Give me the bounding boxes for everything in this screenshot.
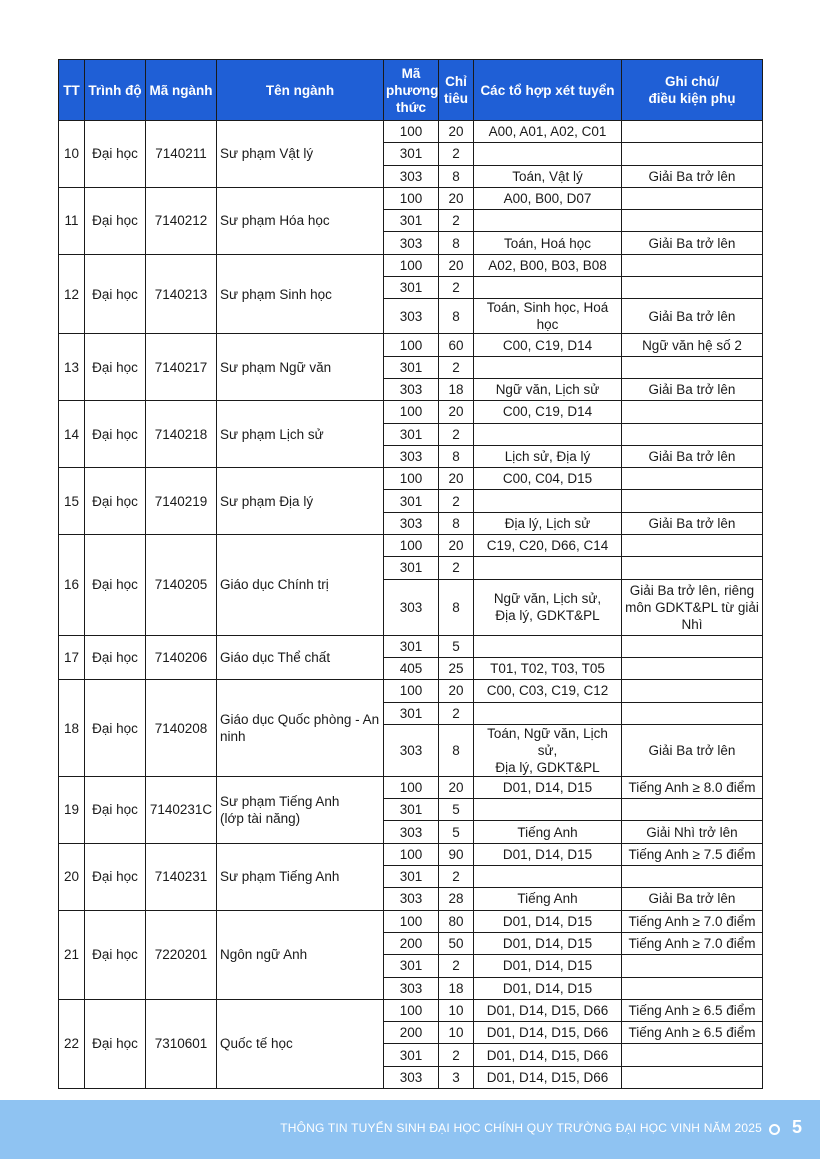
- notes-cell: Tiếng Anh ≥ 8.0 điểm: [622, 776, 763, 798]
- method-code-cell: 303: [384, 445, 439, 467]
- combos-cell: D01, D14, D15: [474, 776, 622, 798]
- header-level: Trình độ: [85, 60, 146, 121]
- quota-cell: 5: [439, 821, 474, 843]
- notes-cell: Giải Ba trở lên: [622, 445, 763, 467]
- combos-cell: C00, C03, C19, C12: [474, 680, 622, 702]
- table-row: [59, 999, 763, 1021]
- tt-cell: 20: [59, 843, 85, 910]
- major-name-cell: Sư phạm Địa lý: [217, 468, 384, 535]
- quota-cell: 2: [439, 955, 474, 977]
- combos-cell: [474, 277, 622, 299]
- method-code-cell: 303: [384, 1066, 439, 1088]
- notes-cell: [622, 143, 763, 165]
- table-row: [59, 680, 763, 702]
- tt-cell: 11: [59, 187, 85, 254]
- level-cell: Đại học: [85, 187, 146, 254]
- combos-cell: Toán, Vật lý: [474, 165, 622, 187]
- quota-cell: 2: [439, 210, 474, 232]
- major-name-cell: Giáo dục Chính trị: [217, 535, 384, 636]
- notes-cell: Giải Ba trở lên: [622, 299, 763, 334]
- quota-cell: 8: [439, 232, 474, 254]
- combos-cell: D01, D14, D15: [474, 955, 622, 977]
- method-code-cell: 301: [384, 356, 439, 378]
- quota-cell: 20: [439, 121, 474, 143]
- notes-cell: [622, 977, 763, 999]
- combos-cell: D01, D14, D15: [474, 910, 622, 932]
- quota-cell: 8: [439, 579, 474, 635]
- notes-cell: [622, 535, 763, 557]
- method-code-cell: 301: [384, 210, 439, 232]
- method-code-cell: 303: [384, 378, 439, 400]
- table-row: [59, 187, 763, 209]
- quota-cell: 5: [439, 635, 474, 657]
- major-code-cell: 7140231C: [146, 776, 217, 843]
- quota-cell: 2: [439, 866, 474, 888]
- major-name-cell: Sư phạm Hóa học: [217, 187, 384, 254]
- notes-cell: Tiếng Anh ≥ 7.0 điểm: [622, 932, 763, 954]
- method-code-cell: 301: [384, 702, 439, 724]
- combos-cell: [474, 490, 622, 512]
- level-cell: Đại học: [85, 635, 146, 680]
- notes-cell: [622, 635, 763, 657]
- quota-cell: 18: [439, 977, 474, 999]
- notes-cell: Tiếng Anh ≥ 6.5 điểm: [622, 999, 763, 1021]
- method-code-cell: 303: [384, 299, 439, 334]
- major-name-cell: Giáo dục Thể chất: [217, 635, 384, 680]
- notes-cell: [622, 955, 763, 977]
- combos-cell: C00, C19, D14: [474, 334, 622, 356]
- method-code-cell: 303: [384, 579, 439, 635]
- combos-cell: Toán, Ngữ văn, Lịch sử, Địa lý, GDKT&PL: [474, 724, 622, 776]
- page-number: 5: [791, 1117, 802, 1137]
- combos-cell: [474, 210, 622, 232]
- tt-cell: 22: [59, 999, 85, 1088]
- quota-cell: 5: [439, 799, 474, 821]
- major-code-cell: 7140217: [146, 334, 217, 401]
- method-code-cell: 200: [384, 1022, 439, 1044]
- combos-cell: Ngữ văn, Lịch sử, Địa lý, GDKT&PL: [474, 579, 622, 635]
- quota-cell: 2: [439, 143, 474, 165]
- header-name: Tên ngành: [217, 60, 384, 121]
- method-code-cell: 301: [384, 277, 439, 299]
- combos-cell: A02, B00, B03, B08: [474, 254, 622, 276]
- notes-cell: Tiếng Anh ≥ 6.5 điểm: [622, 1022, 763, 1044]
- method-code-cell: 100: [384, 121, 439, 143]
- header-combos: Các tổ hợp xét tuyển: [474, 60, 622, 121]
- combos-cell: D01, D14, D15, D66: [474, 1066, 622, 1088]
- quota-cell: 28: [439, 888, 474, 910]
- level-cell: Đại học: [85, 401, 146, 468]
- combos-cell: [474, 143, 622, 165]
- tt-cell: 14: [59, 401, 85, 468]
- quota-cell: 2: [439, 490, 474, 512]
- method-code-cell: 100: [384, 535, 439, 557]
- major-name-cell: Sư phạm Tiếng Anh: [217, 843, 384, 910]
- combos-cell: D01, D14, D15: [474, 977, 622, 999]
- quota-cell: 20: [439, 254, 474, 276]
- notes-cell: [622, 121, 763, 143]
- method-code-cell: 100: [384, 468, 439, 490]
- circle-bullet-icon: [769, 1124, 780, 1135]
- table-row: [59, 535, 763, 557]
- table-row: [59, 254, 763, 276]
- tt-cell: 19: [59, 776, 85, 843]
- combos-cell: T01, T02, T03, T05: [474, 657, 622, 679]
- combos-cell: D01, D14, D15, D66: [474, 999, 622, 1021]
- level-cell: Đại học: [85, 468, 146, 535]
- table-row: [59, 401, 763, 423]
- method-code-cell: 100: [384, 401, 439, 423]
- major-name-cell: Sư phạm Ngữ văn: [217, 334, 384, 401]
- header-tt: TT: [59, 60, 85, 121]
- quota-cell: 2: [439, 356, 474, 378]
- quota-cell: 90: [439, 843, 474, 865]
- notes-cell: [622, 423, 763, 445]
- method-code-cell: 100: [384, 776, 439, 798]
- method-code-cell: 303: [384, 888, 439, 910]
- notes-cell: [622, 401, 763, 423]
- quota-cell: 20: [439, 535, 474, 557]
- notes-cell: [622, 702, 763, 724]
- combos-cell: [474, 702, 622, 724]
- level-cell: Đại học: [85, 843, 146, 910]
- combos-cell: [474, 635, 622, 657]
- quota-cell: 8: [439, 445, 474, 467]
- quota-cell: 3: [439, 1066, 474, 1088]
- notes-cell: [622, 866, 763, 888]
- notes-cell: [622, 557, 763, 579]
- notes-cell: [622, 680, 763, 702]
- method-code-cell: 100: [384, 910, 439, 932]
- method-code-cell: 301: [384, 1044, 439, 1066]
- combos-cell: A00, A01, A02, C01: [474, 121, 622, 143]
- major-name-cell: Sư phạm Tiếng Anh (lớp tài năng): [217, 776, 384, 843]
- page-footer: [0, 1100, 820, 1159]
- header-code: Mã ngành: [146, 60, 217, 121]
- tt-cell: 12: [59, 254, 85, 334]
- major-code-cell: 7140219: [146, 468, 217, 535]
- method-code-cell: 100: [384, 843, 439, 865]
- notes-cell: [622, 799, 763, 821]
- major-code-cell: 7220201: [146, 910, 217, 999]
- combos-cell: Địa lý, Lịch sử: [474, 512, 622, 534]
- level-cell: Đại học: [85, 121, 146, 188]
- level-cell: Đại học: [85, 910, 146, 999]
- table-row: [59, 843, 763, 865]
- quota-cell: 50: [439, 932, 474, 954]
- combos-cell: [474, 799, 622, 821]
- quota-cell: 2: [439, 702, 474, 724]
- combos-cell: C00, C19, D14: [474, 401, 622, 423]
- method-code-cell: 405: [384, 657, 439, 679]
- table-row: [59, 121, 763, 143]
- combos-cell: [474, 866, 622, 888]
- quota-cell: 25: [439, 657, 474, 679]
- tt-cell: 13: [59, 334, 85, 401]
- notes-cell: Giải Ba trở lên: [622, 232, 763, 254]
- major-code-cell: 7140211: [146, 121, 217, 188]
- quota-cell: 20: [439, 187, 474, 209]
- tt-cell: 18: [59, 680, 85, 777]
- combos-cell: Lịch sử, Địa lý: [474, 445, 622, 467]
- notes-cell: [622, 210, 763, 232]
- tt-cell: 17: [59, 635, 85, 680]
- method-code-cell: 301: [384, 955, 439, 977]
- method-code-cell: 100: [384, 680, 439, 702]
- combos-cell: D01, D14, D15, D66: [474, 1044, 622, 1066]
- quota-cell: 20: [439, 776, 474, 798]
- quota-cell: 2: [439, 1044, 474, 1066]
- table-header-row: [59, 60, 763, 121]
- notes-cell: [622, 468, 763, 490]
- level-cell: Đại học: [85, 334, 146, 401]
- method-code-cell: 303: [384, 165, 439, 187]
- major-code-cell: 7140231: [146, 843, 217, 910]
- combos-cell: C00, C04, D15: [474, 468, 622, 490]
- combos-cell: [474, 423, 622, 445]
- combos-cell: D01, D14, D15: [474, 843, 622, 865]
- method-code-cell: 100: [384, 334, 439, 356]
- combos-cell: [474, 557, 622, 579]
- method-code-cell: 301: [384, 143, 439, 165]
- quota-cell: 2: [439, 277, 474, 299]
- combos-cell: Toán, Hoá học: [474, 232, 622, 254]
- combos-cell: [474, 356, 622, 378]
- tt-cell: 21: [59, 910, 85, 999]
- major-code-cell: 7140206: [146, 635, 217, 680]
- notes-cell: Tiếng Anh ≥ 7.5 điểm: [622, 843, 763, 865]
- method-code-cell: 200: [384, 932, 439, 954]
- method-code-cell: 303: [384, 724, 439, 776]
- combos-cell: Tiếng Anh: [474, 888, 622, 910]
- table-row: [59, 635, 763, 657]
- quota-cell: 10: [439, 1022, 474, 1044]
- quota-cell: 8: [439, 512, 474, 534]
- notes-cell: Giải Ba trở lên: [622, 378, 763, 400]
- combos-cell: Toán, Sinh học, Hoá học: [474, 299, 622, 334]
- method-code-cell: 301: [384, 799, 439, 821]
- method-code-cell: 301: [384, 866, 439, 888]
- method-code-cell: 303: [384, 821, 439, 843]
- notes-cell: Tiếng Anh ≥ 7.0 điểm: [622, 910, 763, 932]
- notes-cell: [622, 490, 763, 512]
- quota-cell: 80: [439, 910, 474, 932]
- major-code-cell: 7140212: [146, 187, 217, 254]
- combos-cell: D01, D14, D15: [474, 932, 622, 954]
- table-row: [59, 468, 763, 490]
- quota-cell: 8: [439, 724, 474, 776]
- admissions-table: [58, 59, 763, 1089]
- major-name-cell: Sư phạm Vật lý: [217, 121, 384, 188]
- major-code-cell: 7140213: [146, 254, 217, 334]
- major-name-cell: Giáo dục Quốc phòng - An ninh: [217, 680, 384, 777]
- method-code-cell: 301: [384, 490, 439, 512]
- table-body: [59, 121, 763, 1089]
- quota-cell: 20: [439, 680, 474, 702]
- header-notes: Ghi chú/ điều kiện phụ: [622, 60, 763, 121]
- notes-cell: [622, 187, 763, 209]
- major-code-cell: 7140208: [146, 680, 217, 777]
- tt-cell: 10: [59, 121, 85, 188]
- header-quota: Chỉ tiêu: [439, 60, 474, 121]
- method-code-cell: 301: [384, 423, 439, 445]
- quota-cell: 20: [439, 468, 474, 490]
- table-row: [59, 776, 763, 798]
- major-name-cell: Sư phạm Sinh học: [217, 254, 384, 334]
- notes-cell: [622, 277, 763, 299]
- notes-cell: [622, 356, 763, 378]
- major-name-cell: Sư phạm Lịch sử: [217, 401, 384, 468]
- quota-cell: 8: [439, 299, 474, 334]
- notes-cell: [622, 254, 763, 276]
- notes-cell: [622, 1066, 763, 1088]
- major-code-cell: 7140218: [146, 401, 217, 468]
- quota-cell: 18: [439, 378, 474, 400]
- header-method: Mã phương thức: [384, 60, 439, 121]
- level-cell: Đại học: [85, 535, 146, 636]
- combos-cell: Ngữ văn, Lịch sử: [474, 378, 622, 400]
- method-code-cell: 303: [384, 977, 439, 999]
- major-code-cell: 7310601: [146, 999, 217, 1088]
- notes-cell: Giải Ba trở lên: [622, 512, 763, 534]
- tt-cell: 16: [59, 535, 85, 636]
- notes-cell: Giải Ba trở lên, riêng môn GDKT&PL từ giải Nhì: [622, 579, 763, 635]
- notes-cell: Giải Ba trở lên: [622, 165, 763, 187]
- method-code-cell: 100: [384, 254, 439, 276]
- major-name-cell: Ngôn ngữ Anh: [217, 910, 384, 999]
- method-code-cell: 301: [384, 635, 439, 657]
- quota-cell: 2: [439, 557, 474, 579]
- quota-cell: 60: [439, 334, 474, 356]
- notes-cell: Giải Ba trở lên: [622, 888, 763, 910]
- quota-cell: 8: [439, 165, 474, 187]
- method-code-cell: 303: [384, 232, 439, 254]
- major-name-cell: Quốc tế học: [217, 999, 384, 1088]
- quota-cell: 20: [439, 401, 474, 423]
- notes-cell: Giải Ba trở lên: [622, 724, 763, 776]
- combos-cell: A00, B00, D07: [474, 187, 622, 209]
- level-cell: Đại học: [85, 776, 146, 843]
- table-row: [59, 910, 763, 932]
- combos-cell: D01, D14, D15, D66: [474, 1022, 622, 1044]
- method-code-cell: 303: [384, 512, 439, 534]
- notes-cell: Ngữ văn hệ số 2: [622, 334, 763, 356]
- quota-cell: 10: [439, 999, 474, 1021]
- combos-cell: Tiếng Anh: [474, 821, 622, 843]
- level-cell: Đại học: [85, 999, 146, 1088]
- method-code-cell: 301: [384, 557, 439, 579]
- quota-cell: 2: [439, 423, 474, 445]
- method-code-cell: 100: [384, 187, 439, 209]
- tt-cell: 15: [59, 468, 85, 535]
- level-cell: Đại học: [85, 680, 146, 777]
- combos-cell: C19, C20, D66, C14: [474, 535, 622, 557]
- method-code-cell: 100: [384, 999, 439, 1021]
- notes-cell: [622, 1044, 763, 1066]
- notes-cell: [622, 657, 763, 679]
- footer-title: THÔNG TIN TUYỂN SINH ĐẠI HỌC CHÍNH QUY TRƯỜNG ĐẠI HỌC VINH NĂM 2025: [280, 1121, 762, 1135]
- table-row: [59, 334, 763, 356]
- notes-cell: Giải Nhì trở lên: [622, 821, 763, 843]
- major-code-cell: 7140205: [146, 535, 217, 636]
- level-cell: Đại học: [85, 254, 146, 334]
